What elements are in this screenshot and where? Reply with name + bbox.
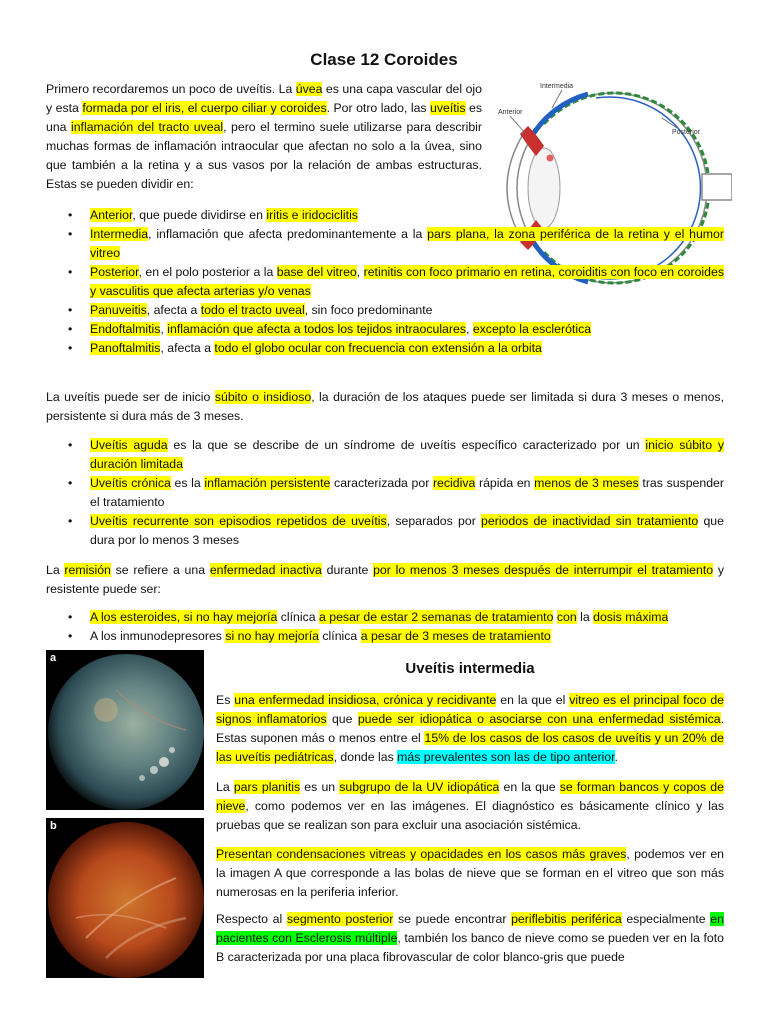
highlighted-text: Presentan condensaciones vitreas y opacidades en los casos más graves	[216, 847, 627, 861]
fundus-photo-b	[46, 818, 204, 978]
highlighted-text: Panuveitis	[90, 303, 147, 317]
text-run: La uveítis puede ser de inicio	[46, 390, 215, 404]
text-run: ,	[356, 265, 364, 279]
text-run: .	[614, 750, 618, 764]
highlighted-text: por lo menos 3 meses después de interrumpir el tratamiento	[373, 563, 714, 577]
text-run: en la que	[499, 780, 560, 794]
text-run: es la que se describe de un síndrome de uveítis específico caracterizado por un	[167, 438, 646, 452]
highlighted-text: segmento posterior	[286, 912, 394, 926]
fundus-b-image	[46, 818, 204, 978]
text-run: Es	[216, 693, 235, 707]
text-run: la	[576, 610, 594, 624]
fundus-a-image	[46, 650, 204, 810]
highlighted-text: dosis máxima	[593, 610, 669, 624]
highlighted-text: A los esteroides, si no hay mejoría	[90, 610, 278, 624]
text-run: caracterizada por	[330, 476, 433, 490]
highlighted-text: una enfermedad insidiosa, crónica y recidivante	[234, 693, 497, 707]
highlighted-text: vitreo es el principal foco de signos inflamatorios	[216, 693, 724, 726]
text-run: se puede encontrar	[393, 912, 512, 926]
highlighted-text: Uveítis aguda	[90, 438, 168, 452]
highlighted-text: súbito o insidioso	[214, 390, 312, 404]
highlighted-text: Uveítis crónica	[90, 476, 171, 490]
anterior-pointer	[510, 116, 526, 134]
highlighted-text: pars plana, la zona periférica de la retina y el humor vitreo	[90, 227, 724, 260]
highlighted-text: iritis e iridociclitis	[266, 208, 358, 222]
highlighted-text: puede ser idiopática o asociarse con una enfermedad sistémica	[357, 712, 721, 726]
text-run: , podemos ver en la imagen A que corresponde a las bolas de nieve que se forman en el vitreo que son más numerosas en la periferia inferior.	[216, 847, 724, 899]
highlighted-text: formada por el iris, el cuerpo ciliar y coroides	[82, 101, 327, 115]
text-run: A los inmunodepresores	[90, 629, 226, 643]
highlighted-text: en pacientes con Esclerosis múltiple	[216, 912, 724, 945]
highlighted-text: si no hay mejoría	[225, 629, 319, 643]
text-run: clínica	[318, 629, 361, 643]
text-run: , en el polo posterior a la	[138, 265, 277, 279]
page-title: Clase 12 Coroides	[310, 50, 458, 69]
fundus-photo-a	[46, 650, 204, 810]
text-run: , sin foco predominante	[304, 303, 433, 317]
text-run: La	[216, 780, 234, 794]
highlighted-text: todo el globo ocular con frecuencia con extensión a la orbita	[214, 341, 542, 355]
highlighted-text: Intermedia	[90, 227, 149, 241]
text-run: , inflamación que afecta predominantemente a la	[148, 227, 428, 241]
text-run: durante	[321, 563, 374, 577]
highlighted-text: con	[556, 610, 577, 624]
text-run: es la	[170, 476, 205, 490]
text-run: clínica	[277, 610, 319, 624]
resistance-list	[46, 608, 724, 646]
list-item	[46, 225, 724, 263]
highlighted-text: todo el tracto uveal	[200, 303, 305, 317]
onset-paragraph	[46, 388, 724, 426]
highlighted-text: a pesar de 3 meses de tratamiento	[360, 629, 551, 643]
highlighted-text: inflamación que afecta a todos los tejidos intraoculares	[167, 322, 466, 336]
text-run: , como podemos ver en las imágenes. El diagnóstico es básicamente clínico y las pruebas que se realizan son para excluir una asociación sistémica.	[216, 799, 724, 832]
text-run: ,	[465, 322, 473, 336]
text-run: , la duración de los ataques puede ser limitada si dura 3 meses o menos, persistente si dura más de 3 meses.	[46, 390, 724, 423]
highlighted-text: base del vitreo	[276, 265, 357, 279]
text-run: ,	[160, 322, 168, 336]
fundus-label-a: a	[50, 652, 57, 664]
text-run: es una capa vascular del ojo y esta	[46, 82, 482, 115]
text-run: La	[46, 563, 65, 577]
diagram-label-anterior: Anterior	[498, 109, 523, 116]
text-run: Primero recordaremos un poco de uveítis. La	[46, 82, 296, 96]
remision-paragraph	[46, 561, 724, 599]
text-run: rápida en	[475, 476, 535, 490]
highlighted-text: a pesar de estar 2 semanas de tratamiento	[318, 610, 554, 624]
text-run: Respecto al	[216, 912, 287, 926]
highlighted-text: inicio súbito y duración limitada	[90, 438, 724, 471]
highlighted-text: menos de 3 meses	[534, 476, 639, 490]
optic-nerve	[702, 174, 732, 200]
intermedia-paragraph-3	[216, 845, 724, 902]
text-run: que	[326, 712, 358, 726]
intro-paragraph	[46, 80, 482, 194]
uveitis-types-list	[46, 206, 724, 358]
text-run: que dura por lo menos 3 meses	[90, 514, 724, 547]
text-run: , que puede dividirse en	[132, 208, 267, 222]
highlighted-text: más prevalentes son las de tipo anterior	[397, 750, 615, 764]
text-run: es un	[300, 780, 340, 794]
highlighted-text: Uveítis recurrente son episodios repetidos de uveítis	[90, 514, 387, 528]
highlighted-text: úvea	[295, 82, 323, 96]
list-item	[46, 474, 724, 512]
intermedia-paragraph-1	[216, 691, 724, 767]
intermedia-paragraph-2	[216, 778, 724, 835]
highlighted-text: Anterior	[90, 208, 133, 222]
highlighted-text: periflebitis periférica	[511, 912, 622, 926]
highlighted-text: subgrupo de la UV idiopática	[339, 780, 500, 794]
highlighted-text: pars planitis	[233, 780, 301, 794]
highlighted-text: retinitis con foco primario en retina, coroiditis con foco en coroides y vasculitis que afecta arterias y/o venas	[90, 265, 724, 298]
fundus-label-b: b	[50, 820, 57, 832]
text-run: , afecta a	[146, 303, 201, 317]
text-run: , donde las	[333, 750, 398, 764]
inflammation-dot	[547, 155, 554, 162]
highlighted-text: recidiva	[432, 476, 476, 490]
text-run: , pero el termino suele utilizarse para describir muchas formas de inflamación intraocular que afectan no solo a la úvea, sino que también a la retina y a sus vasos por la relación de ambas estructuras. Estas se pueden dividir en:	[46, 120, 482, 191]
diagram-label-intermedia: Intermedia	[540, 83, 574, 90]
list-item	[46, 320, 724, 339]
highlighted-text: Endoftalmitis	[90, 322, 161, 336]
text-run: , separados por	[386, 514, 482, 528]
text-run: se refiere a una	[110, 563, 210, 577]
list-item	[46, 339, 724, 358]
highlighted-text: inflamación del tracto uveal	[70, 120, 224, 134]
list-item	[46, 512, 724, 550]
highlighted-text: uveítis	[430, 101, 466, 115]
highlighted-text: remisión	[64, 563, 111, 577]
text-run: , afecta a	[160, 341, 215, 355]
highlighted-text: inflamación persistente	[204, 476, 331, 490]
text-run: en la que el	[496, 693, 570, 707]
list-item	[46, 206, 724, 225]
text-run: especialmente	[621, 912, 711, 926]
highlighted-text: se forman bancos y copos de nieve	[216, 780, 724, 813]
highlighted-text: Posterior	[90, 265, 139, 279]
highlighted-text: periodos de inactividad sin tratamiento	[481, 514, 699, 528]
list-item	[46, 263, 724, 301]
list-item	[46, 301, 724, 320]
text-run: es una	[46, 101, 483, 134]
highlighted-text: 15% de los casos de los casos de uveítis y un 20% de las uveítis pediátricas	[216, 731, 724, 764]
list-item	[46, 608, 724, 627]
highlighted-text: Panoftalmitis	[90, 341, 161, 355]
highlighted-text: enfermedad inactiva	[209, 563, 322, 577]
intermedia-paragraph-4	[216, 910, 724, 967]
course-list	[46, 436, 724, 550]
text-run: tras suspender el tratamiento	[90, 476, 724, 509]
list-item	[46, 627, 724, 646]
text-run: . Por otro lado, las	[326, 101, 431, 115]
text-run: , también los banco de nieve como se pueden ver en la foto B caracterizada por una placa fibrovascular de color blanco-gris que puede	[216, 931, 724, 964]
text-run: y resistente puede ser:	[46, 563, 725, 596]
list-item	[46, 436, 724, 474]
text-run: . Estas suponen más o menos entre el	[216, 712, 724, 745]
highlighted-text: excepto la esclerótica	[472, 322, 592, 336]
diagram-label-posterior: Posterior	[672, 129, 701, 136]
section-title-uveitis-intermedia: Uveítis intermedia	[405, 660, 535, 677]
